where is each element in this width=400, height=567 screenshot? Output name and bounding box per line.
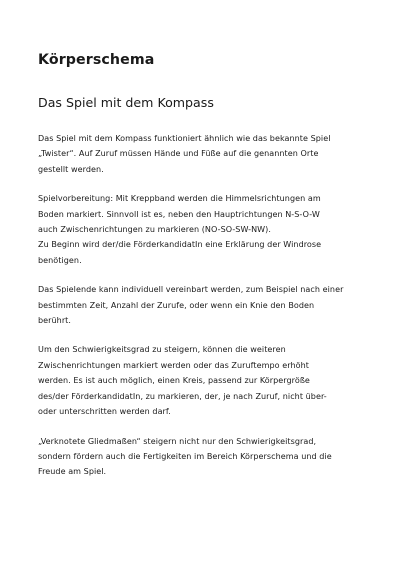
paragraph-benefits: „Verknotete Gliedmaßen“ steigern nicht nur den Schwierigkeitsgrad, sondern fördern auch die Fertigkeiten im Bereich Körperschema und die Freude am Spiel. [38, 436, 332, 477]
document-subtitle: Das Spiel mit dem Kompass [38, 95, 214, 110]
document-title: Körperschema [38, 52, 155, 68]
paragraph-intro: Das Spiel mit dem Kompass funktioniert ähnlich wie das bekannte Spiel „Twister“. Auf Zuruf müssen Hände und Füße auf die genannten Orte gestellt werden. [38, 134, 331, 174]
paragraph-difficulty: Um den Schwierigkeitsgrad zu steigern, können die weiteren Zwischenrichtungen markiert werden oder das Zuruftempo erhöht werden. Es ist auch möglich, einen Kreis, passend zur Körpergröße des/der FörderkandidatIn, zu markieren, der, je nach Zuruf, nicht über- oder unterschritten werden darf. [38, 345, 327, 417]
document-body [38, 131, 372, 494]
paragraph-game-end: Das Spielende kann individuell vereinbart werden, zum Beispiel nach einer bestimmten Zeit, Anzahl der Zurufe, oder wenn ein Knie den Boden berührt. [38, 285, 344, 326]
paragraph-preparation: Spielvorbereitung: Mit Kreppband werden die Himmelsrichtungen am Boden markiert. Sinnvoll ist es, neben den Hauptrichtungen N-S-O-W auch Zwischenrichtungen zu markieren (NO-SO-SW-NW). Zu Beginn wird der/die FörderkandidatIn eine Erklärung der Windrose benötigen. [38, 194, 322, 265]
